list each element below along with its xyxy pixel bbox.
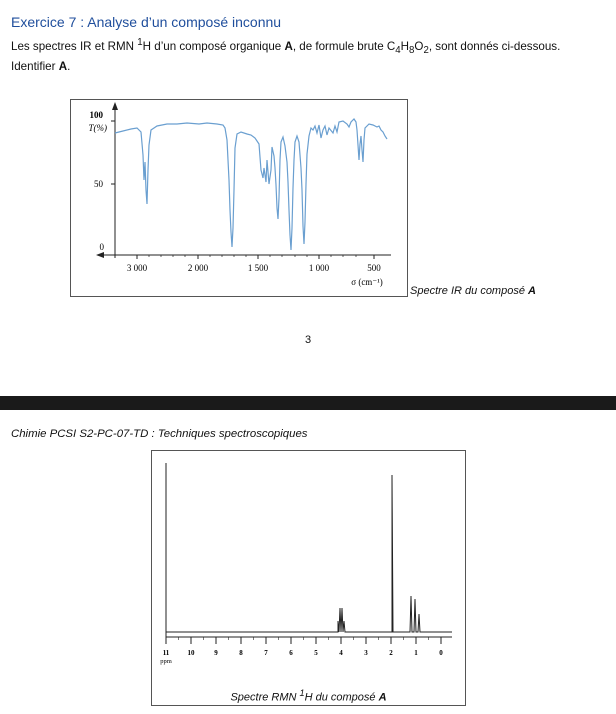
nmr-x-tick-label: 3	[364, 649, 368, 657]
ir-x-arrow	[96, 252, 104, 258]
nmr-x-tick-label: 9	[214, 649, 218, 657]
ir-spectrum-caption	[410, 285, 536, 297]
nmr-x-tick-label: 1	[414, 649, 418, 657]
nmr-x-tick-label: 4	[339, 649, 343, 657]
course-header-text: Chimie PCSI S2-PC-07-TD : Techniques spectroscopiques	[11, 428, 308, 440]
exercise-title: Exercice 7 : Analyse d’un composé inconnu	[11, 14, 282, 30]
caption-text: Spectre IR du composé	[410, 285, 529, 297]
subscript: 4	[395, 45, 401, 57]
ir-x-tick-label: 1 500	[247, 263, 269, 273]
compound-label: A	[378, 691, 387, 704]
compound-label: A	[528, 285, 536, 297]
statement-part: Les spectres IR et RMN	[11, 39, 138, 53]
statement-part: H	[400, 39, 410, 53]
statement-part: , de formule brute C	[292, 39, 396, 53]
nmr-spectrum-figure	[151, 450, 466, 706]
ir-x-tick-label: 500	[367, 263, 381, 273]
ir-y-label-max: 100	[89, 110, 103, 120]
ir-y-label-mid: 50	[94, 179, 103, 189]
nmr-x-unit: ppm	[160, 658, 172, 665]
nmr-x-tick-label: 5	[314, 649, 318, 657]
nmr-spectrum-svg	[152, 451, 465, 705]
exercise-statement	[11, 35, 609, 75]
nmr-x-tick-label: 2	[389, 649, 393, 657]
ir-x-tick-label: 3 000	[126, 263, 148, 273]
nmr-x-tick-label: 11	[162, 649, 170, 657]
ir-x-unit: σ (cm⁻¹)	[351, 277, 383, 287]
caption-text: Spectre RMN	[230, 691, 300, 704]
superscript: 1	[299, 688, 305, 698]
ir-spectrum-figure	[70, 99, 408, 297]
ir-y-label-unit: T(%)	[88, 123, 107, 133]
page-separator	[0, 396, 616, 410]
superscript: 1	[137, 37, 143, 48]
compound-label: A	[284, 39, 293, 53]
page-number: 3	[304, 334, 312, 346]
statement-part: , sont donnés ci-dessous.	[428, 39, 561, 53]
statement-part: .	[67, 60, 71, 74]
nmr-x-tick-label: 8	[239, 649, 243, 657]
nmr-x-tick-label: 7	[264, 649, 268, 657]
nmr-x-tick-label: 10	[187, 649, 195, 657]
statement-part: H d’un composé organique	[142, 39, 285, 53]
compound-label: A	[58, 60, 68, 74]
ir-y-arrow	[112, 102, 118, 110]
statement-part: O	[414, 39, 424, 53]
caption-text: H du composé	[304, 691, 379, 704]
nmr-x-tick-label: 0	[439, 649, 443, 657]
ir-y-label-zero: 0	[99, 242, 104, 252]
nmr-spectrum-trace	[166, 475, 452, 632]
subscript: 8	[409, 45, 415, 57]
subscript: 2	[423, 45, 429, 57]
statement-part: Identifier	[11, 60, 59, 74]
ir-spectrum-svg	[71, 100, 407, 296]
ir-x-tick-label: 2 000	[187, 263, 209, 273]
ir-x-tick-label: 1 000	[308, 263, 330, 273]
nmr-spectrum-caption	[151, 688, 466, 704]
nmr-x-tick-label: 6	[289, 649, 293, 657]
ir-spectrum-trace	[115, 119, 387, 250]
ir-x-ticks	[137, 255, 374, 259]
